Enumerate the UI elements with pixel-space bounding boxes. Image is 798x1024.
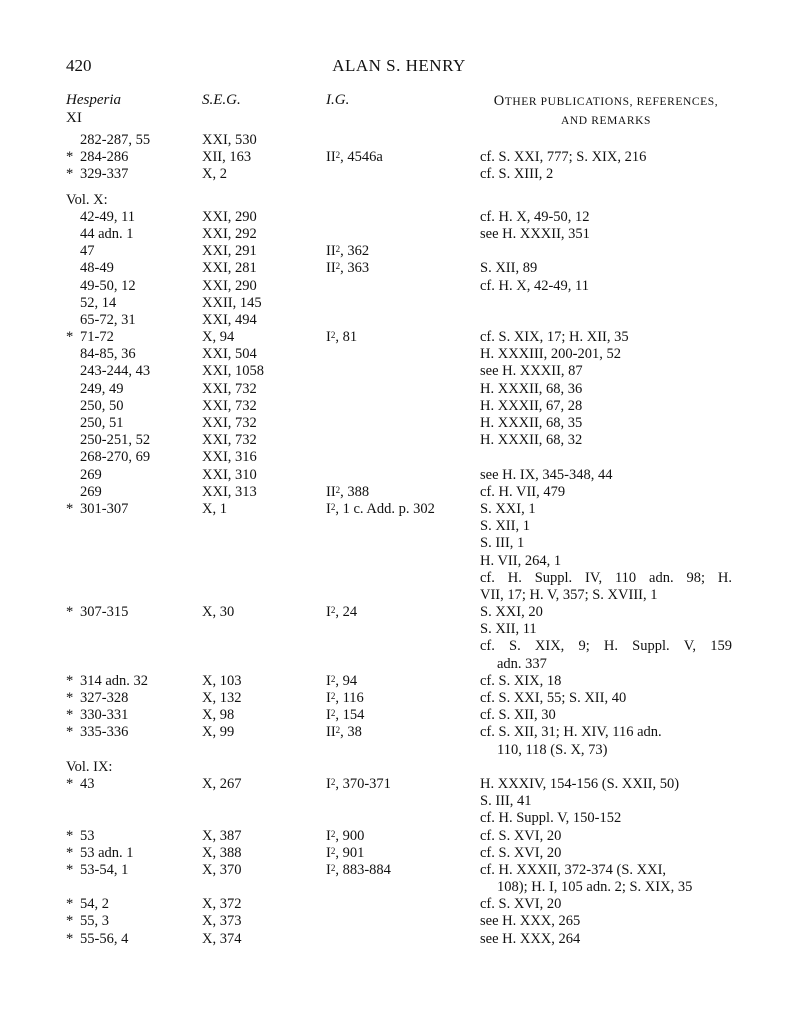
table-row <box>0 226 798 243</box>
other-publications-cell: S. XXI, 1 <box>480 500 536 517</box>
ig-ref-cell: $I^2$, 81 <box>326 329 358 346</box>
seg-ref-cell: X, 103 <box>202 672 242 689</box>
hesperia-ref-cell: 44 adn. 1 <box>80 225 134 242</box>
ig-ref-cell: $I^2$, 1 c. Add. p. 302 <box>326 500 435 517</box>
seg-ref-cell: XXI, 732 <box>202 432 257 449</box>
seg-ref-cell: X, 388 <box>202 844 242 861</box>
table-row <box>0 587 798 604</box>
asterisk-mark: * <box>66 500 74 517</box>
hesperia-ref-cell: 55, 3 <box>80 913 109 930</box>
header-other-line2: AND REMARKS <box>561 115 651 127</box>
other-publications-cell: S. XII, 1 <box>480 518 530 535</box>
other-publications-cell: cf. H. VII, 479 <box>480 483 566 500</box>
row-spacer <box>0 184 798 192</box>
other-publications-cell: S. XXI, 20 <box>480 604 543 621</box>
header-other <box>480 92 732 131</box>
asterisk-mark: * <box>66 707 74 724</box>
other-word: cf. <box>480 569 495 586</box>
hesperia-ref-cell: 53 <box>80 827 95 844</box>
other-publications-cell: S. XII, 89 <box>480 260 538 277</box>
table-row <box>0 879 798 896</box>
other-publications-cell: see H. IX, 345-348, 44 <box>480 466 613 483</box>
other-word: V, <box>683 638 697 655</box>
hesperia-ref-cell: 47 <box>80 243 95 260</box>
table-row <box>0 209 798 226</box>
ig-ref-cell: $I^2$, 94 <box>326 672 358 689</box>
hesperia-ref-cell: 282-287, 55 <box>80 132 151 148</box>
asterisk-mark: * <box>66 844 74 861</box>
seg-ref-cell: X, 387 <box>202 827 242 844</box>
asterisk-mark: * <box>66 724 74 741</box>
other-word: adn. <box>649 569 674 586</box>
running-head: ALAN S. HENRY <box>332 56 466 75</box>
table-row <box>0 295 798 312</box>
seg-ref-cell: XXI, 732 <box>202 380 257 397</box>
hesperia-ref-cell: 65-72, 31 <box>80 311 136 328</box>
asterisk-mark: * <box>66 149 74 166</box>
other-publications-cell: cf. H. Suppl. V, 150-152 <box>480 810 622 827</box>
table-row <box>0 449 798 466</box>
ig-ref-cell: $II^2$, 363 <box>326 260 370 277</box>
volume-heading-row <box>0 759 798 776</box>
seg-ref-cell: X, 98 <box>202 707 235 724</box>
hesperia-ref-cell: 250, 51 <box>80 415 124 431</box>
ig-ref-cell: $I^2$, 370-371 <box>326 775 391 792</box>
other-publications-cell: H. XXXIII, 200-201, 52 <box>480 346 621 363</box>
hesperia-ref-cell: 335-336 <box>80 724 129 741</box>
table-row <box>0 776 798 793</box>
hesperia-ref-cell: 48-49 <box>80 260 114 277</box>
table-row <box>0 467 798 484</box>
seg-ref-cell: X, 374 <box>202 930 242 947</box>
table-row <box>0 166 798 183</box>
table-row <box>0 278 798 295</box>
hesperia-ref-cell: 53-54, 1 <box>80 861 129 878</box>
asterisk-mark: * <box>66 896 74 913</box>
ig-ref-cell: $II^2$, 362 <box>326 243 370 260</box>
other-word: H. <box>507 569 522 586</box>
ig-ref-cell: $I^2$, 883-884 <box>326 861 391 878</box>
other-publications-cell: cf. S. XII, 30 <box>480 707 556 724</box>
table-row <box>0 707 798 724</box>
hesperia-ref-cell: 53 adn. 1 <box>80 844 134 861</box>
seg-ref-cell: X, 99 <box>202 724 235 741</box>
table-row <box>0 312 798 329</box>
other-publications-cell: see H. XXX, 265 <box>480 913 581 930</box>
header-volume: XI <box>66 110 82 126</box>
other-publications-cell: adn. 337 <box>497 655 547 672</box>
seg-ref-cell: X, 2 <box>202 166 227 183</box>
seg-ref-cell: X, 372 <box>202 896 242 913</box>
hesperia-ref-cell: 314 adn. 32 <box>80 672 149 689</box>
seg-ref-cell: X, 94 <box>202 329 235 346</box>
other-publications-cell: cf. S. XXI, 777; S. XIX, 216 <box>480 149 647 166</box>
ig-ref-cell: $II^2$, 388 <box>326 483 370 500</box>
table-row <box>0 484 798 501</box>
page-number: 420 <box>66 56 92 75</box>
table-row <box>0 913 798 930</box>
other-word: 9; <box>578 638 590 655</box>
seg-ref-cell: XXI, 281 <box>202 260 257 277</box>
seg-ref-cell: XXI, 732 <box>202 397 257 414</box>
other-publications-cell: H. XXXII, 68, 32 <box>480 432 583 449</box>
table-row <box>0 673 798 690</box>
asterisk-mark: * <box>66 604 74 621</box>
table-row <box>0 553 798 570</box>
ig-ref-cell: $I^2$, 900 <box>326 827 365 844</box>
hesperia-ref-cell: 307-315 <box>80 604 129 621</box>
volume-heading: Vol. IX: <box>66 758 113 775</box>
other-publications-cell: cf. S. XII, 31; H. XIV, 116 adn. <box>480 724 662 741</box>
asterisk-mark: * <box>66 861 74 878</box>
table-row <box>0 346 798 363</box>
seg-ref-cell: XXII, 145 <box>202 294 262 311</box>
other-publications-cell: cf. S. XIII, 2 <box>480 166 554 183</box>
hesperia-ref-cell: 327-328 <box>80 690 129 706</box>
header-other-line1 <box>480 92 732 112</box>
other-publications-cell: cf. S. XVI, 20 <box>480 827 562 844</box>
hesperia-ref-cell: 243-244, 43 <box>80 363 151 380</box>
table-row <box>0 793 798 810</box>
hesperia-ref-cell: 249, 49 <box>80 380 124 397</box>
ig-ref-cell: $II^2$, 38 <box>326 724 362 741</box>
seg-ref-cell: XXI, 494 <box>202 311 257 328</box>
asterisk-mark: * <box>66 930 74 947</box>
other-publications-cell: 110, 118 (S. X, 73) <box>497 741 608 758</box>
seg-ref-cell: XXI, 1058 <box>202 363 265 380</box>
other-word: 98; <box>686 569 705 586</box>
other-publications-cell: H. XXXII, 68, 36 <box>480 380 583 397</box>
hesperia-ref-cell: 250, 50 <box>80 397 124 414</box>
seg-ref-cell: XXI, 732 <box>202 415 257 431</box>
hesperia-ref-cell: 43 <box>80 775 95 792</box>
hesperia-ref-cell: 84-85, 36 <box>80 346 136 363</box>
other-word: IV, <box>585 569 603 586</box>
asterisk-mark: * <box>66 690 74 706</box>
header-hesperia: Hesperia <box>66 92 121 108</box>
hesperia-ref-cell: 269 <box>80 466 102 483</box>
seg-ref-cell: XXI, 310 <box>202 466 257 483</box>
ig-ref-cell: $I^2$, 901 <box>326 844 365 861</box>
seg-ref-cell: XXI, 290 <box>202 277 257 294</box>
table-row <box>0 570 798 587</box>
hesperia-ref-cell: 330-331 <box>80 707 129 724</box>
other-publications-cell: H. XXXII, 68, 35 <box>480 415 583 431</box>
asterisk-mark: * <box>66 827 74 844</box>
seg-ref-cell: XXI, 316 <box>202 449 257 466</box>
other-publications-cell: cf. S. XXI, 55; S. XII, 40 <box>480 690 627 706</box>
other-word: H. <box>603 638 619 655</box>
other-word: H. <box>717 569 732 586</box>
volume-heading-row <box>0 192 798 209</box>
hesperia-ref-cell: 49-50, 12 <box>80 277 136 294</box>
table-row <box>0 638 798 655</box>
other-publications-cell: cf. H. XXXII, 372-374 (S. XXI, <box>480 861 667 878</box>
hesperia-ref-cell: 301-307 <box>80 500 129 517</box>
asterisk-mark: * <box>66 672 74 689</box>
hesperia-ref-cell: 71-72 <box>80 329 114 346</box>
header-ig: I.G. <box>326 92 350 108</box>
other-publications-cell: cf. S. XVI, 20 <box>480 896 562 913</box>
seg-ref-cell: XXI, 290 <box>202 208 257 225</box>
table-row <box>0 656 798 673</box>
table-row <box>0 724 798 741</box>
hesperia-ref-cell: 55-56, 4 <box>80 930 129 947</box>
other-publications-cell: see H. XXXII, 351 <box>480 225 590 242</box>
other-publications-cell: H. VII, 264, 1 <box>480 552 562 569</box>
seg-ref-cell: XXI, 313 <box>202 483 257 500</box>
other-word: XIX, <box>534 638 565 655</box>
concordance-table <box>0 132 798 948</box>
other-publications-cell: S. III, 41 <box>480 793 532 810</box>
table-row <box>0 931 798 948</box>
other-word: S. <box>509 638 521 655</box>
other-publications-cell: cf. S. XIX, 17; H. XII, 35 <box>480 329 629 346</box>
table-row <box>0 862 798 879</box>
seg-ref-cell: XXI, 530 <box>202 132 257 148</box>
table-row <box>0 432 798 449</box>
asterisk-mark: * <box>66 329 74 346</box>
seg-ref-cell: X, 370 <box>202 861 242 878</box>
seg-ref-cell: X, 132 <box>202 690 242 706</box>
other-publications-cell: cf. H. X, 49-50, 12 <box>480 208 590 225</box>
hesperia-ref-cell: 329-337 <box>80 166 129 183</box>
other-publications-cell: cf. S. XIX, 18 <box>480 672 562 689</box>
header-seg: S.E.G. <box>202 92 241 108</box>
seg-ref-cell: XXI, 292 <box>202 225 257 242</box>
seg-ref-cell: XII, 163 <box>202 149 252 166</box>
table-row <box>0 896 798 913</box>
table-row <box>0 535 798 552</box>
hesperia-ref-cell: 250-251, 52 <box>80 432 151 449</box>
table-row <box>0 690 798 707</box>
table-row <box>0 363 798 380</box>
ig-ref-cell: $I^2$, 116 <box>326 690 364 706</box>
other-publications-cell: S. XII, 11 <box>480 621 537 638</box>
table-row <box>0 604 798 621</box>
table-row <box>0 398 798 415</box>
table-row <box>0 621 798 638</box>
other-publications-cell: cf. S. XVI, 20 <box>480 844 562 861</box>
hesperia-ref-cell: 268-270, 69 <box>80 449 151 466</box>
seg-ref-cell: XXI, 504 <box>202 346 257 363</box>
other-publications-cell <box>480 638 732 655</box>
table-row <box>0 381 798 398</box>
table-row <box>0 742 798 759</box>
other-publications-cell: H. XXXIV, 154-156 (S. XXII, 50) <box>480 775 680 792</box>
other-publications-cell <box>480 570 732 587</box>
ig-ref-cell: $I^2$, 154 <box>326 707 365 724</box>
seg-ref-cell: X, 30 <box>202 604 235 621</box>
asterisk-mark: * <box>66 166 74 183</box>
table-row <box>0 845 798 862</box>
other-publications-cell: cf. H. X, 42-49, 11 <box>480 277 589 294</box>
table-row <box>0 132 798 149</box>
hesperia-ref-cell: 52, 14 <box>80 294 117 311</box>
other-publications-cell: S. III, 1 <box>480 535 525 552</box>
other-publications-cell: H. XXXII, 67, 28 <box>480 397 583 414</box>
hesperia-ref-cell: 54, 2 <box>80 896 109 913</box>
table-row <box>0 329 798 346</box>
other-word: 110 <box>614 569 637 586</box>
seg-ref-cell: X, 373 <box>202 913 242 930</box>
table-row <box>0 828 798 845</box>
other-publications-cell: see H. XXX, 264 <box>480 930 581 947</box>
table-row <box>0 415 798 432</box>
other-word: 159 <box>710 638 732 655</box>
header-other-initial: O <box>493 93 505 109</box>
table-row <box>0 260 798 277</box>
seg-ref-cell: XXI, 291 <box>202 243 257 260</box>
header-other-rest: THER PUBLICATIONS, REFERENCES, <box>504 96 719 108</box>
table-row <box>0 810 798 827</box>
ig-ref-cell: $II^2$, 4546a <box>326 149 383 166</box>
other-word: cf. <box>480 638 495 655</box>
seg-ref-cell: X, 1 <box>202 500 227 517</box>
table-row <box>0 243 798 260</box>
hesperia-ref-cell: 284-286 <box>80 149 129 166</box>
ig-ref-cell: $I^2$, 24 <box>326 604 358 621</box>
other-publications-cell: VII, 17; H. V, 357; S. XVIII, 1 <box>480 586 658 603</box>
hesperia-ref-cell: 269 <box>80 483 102 500</box>
asterisk-mark: * <box>66 913 74 930</box>
hesperia-ref-cell: 42-49, 11 <box>80 208 136 225</box>
other-publications-cell: 108); H. I, 105 adn. 2; S. XIX, 35 <box>497 879 693 896</box>
volume-heading: Vol. X: <box>66 191 108 208</box>
table-row <box>0 518 798 535</box>
table-row <box>0 501 798 518</box>
other-word: Suppl. <box>632 638 670 655</box>
other-publications-cell: see H. XXXII, 87 <box>480 363 583 380</box>
asterisk-mark: * <box>66 775 74 792</box>
table-row <box>0 149 798 166</box>
other-word: Suppl. <box>534 569 573 586</box>
seg-ref-cell: X, 267 <box>202 775 242 792</box>
